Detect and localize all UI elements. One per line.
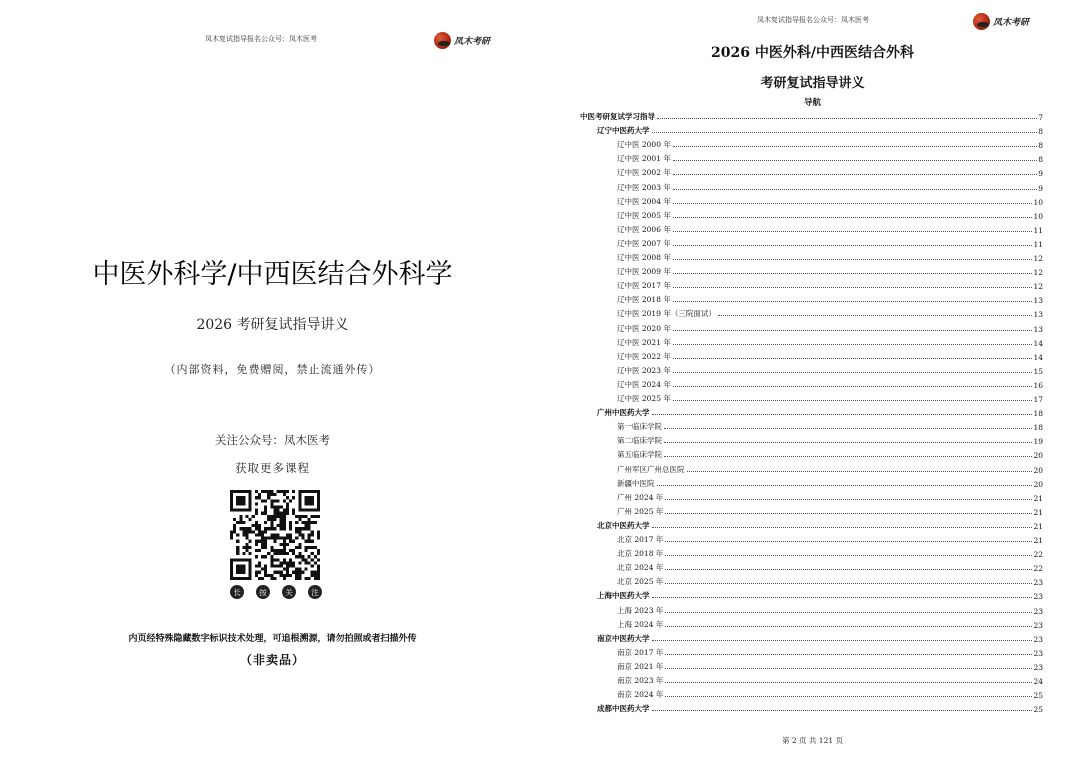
toc-entry-label: 辽中医 2018 年: [617, 295, 671, 305]
toc-leader-dots: [665, 499, 1032, 500]
toc-leader-dots: [673, 386, 1033, 387]
toc-entry-label: 辽宁中医药大学: [597, 126, 650, 136]
toc-leader-dots: [657, 485, 1033, 486]
toc-leader-dots: [665, 654, 1032, 655]
toc-leader-dots: [665, 696, 1032, 697]
toc-entry[interactable]: [617, 221, 1043, 235]
toc-entry[interactable]: [617, 334, 1043, 348]
toc-entry[interactable]: [617, 235, 1043, 249]
toc-entry-label: 广州 2024 年: [617, 492, 664, 502]
phoenix-logo-icon: [434, 32, 451, 49]
toc-entry-page: 23: [1033, 648, 1043, 658]
toc-leader-dots: [673, 217, 1033, 218]
toc-leader-dots: [657, 118, 1037, 119]
toc-leader-dots: [673, 259, 1033, 260]
toc-entry-page: 20: [1033, 465, 1043, 475]
toc-leader-dots: [673, 160, 1037, 161]
toc-entry[interactable]: [617, 573, 1043, 587]
toc-entry[interactable]: [617, 263, 1043, 277]
toc-logo-text: 凤木考研: [993, 18, 1030, 28]
toc-leader-dots: [673, 245, 1033, 246]
toc-entry-page: 25: [1033, 705, 1043, 715]
toc-entry[interactable]: [617, 602, 1043, 616]
toc-entry-label: 第二临床学院: [617, 436, 662, 446]
toc-entry[interactable]: [617, 193, 1043, 207]
toc-entry-label: 第一临床学院: [617, 422, 662, 432]
toc-leader-dots: [673, 174, 1037, 175]
toc-entry-page: 22: [1033, 550, 1043, 560]
qr-caption-char: 按: [256, 585, 270, 599]
toc-leader-dots: [665, 626, 1032, 627]
toc-entry[interactable]: [597, 587, 1043, 601]
toc-leader-dots: [673, 287, 1033, 288]
more-courses-text: 获取更多课程: [235, 461, 310, 475]
toc-entry-page: 8: [1038, 155, 1043, 165]
toc-entry[interactable]: [597, 630, 1043, 644]
toc-entry-page: 23: [1033, 606, 1043, 616]
toc-leader-dots: [665, 555, 1032, 556]
toc-entry[interactable]: [617, 376, 1043, 390]
toc-entry-page: 23: [1033, 620, 1043, 630]
toc-header: 凤木复试指导报名公众号：凤木医考: [757, 16, 869, 24]
toc-entry-label: 辽中医 2005 年: [617, 210, 671, 220]
toc-entry[interactable]: [617, 559, 1043, 573]
toc-entry[interactable]: [617, 150, 1043, 164]
toc-entry[interactable]: [617, 249, 1043, 263]
toc-entry-page: 23: [1033, 592, 1043, 602]
toc-title-line1: 2026 中医外科/中西医结合外科: [711, 45, 914, 61]
toc-entry-label: 辽中医 2019 年（三院面试）: [617, 309, 716, 319]
qr-caption-char: 注: [308, 585, 322, 599]
toc-entry[interactable]: [617, 446, 1043, 460]
copy-disclaimer: 内页经特殊隐藏数字标识技术处理，可追根溯源，请勿拍照或者扫描外传: [128, 634, 417, 644]
toc-entry[interactable]: [617, 672, 1043, 686]
toc-entry[interactable]: [617, 658, 1043, 672]
toc-leader-dots: [673, 400, 1033, 401]
toc-entry[interactable]: [617, 475, 1043, 489]
toc-entry-page: 14: [1033, 352, 1043, 362]
toc-entry-label: 辽中医 2000 年: [617, 140, 671, 150]
toc-leader-dots: [665, 682, 1032, 683]
toc-entry-label: 北京 2025 年: [617, 577, 664, 587]
toc-entry-page: 23: [1033, 578, 1043, 588]
follow-account-text: 关注公众号：凤木医考: [215, 433, 330, 447]
toc-entry[interactable]: [617, 305, 1043, 319]
toc-entry[interactable]: [617, 320, 1043, 334]
toc-entry[interactable]: [617, 348, 1043, 362]
qr-caption-char: 长: [230, 585, 244, 599]
toc-entry-label: 辽中医 2024 年: [617, 379, 671, 389]
toc-entry-page: 10: [1033, 211, 1043, 221]
toc-entry[interactable]: [617, 461, 1043, 475]
toc-entry-label: 上海 2024 年: [617, 619, 664, 629]
cover-logo-text: 凤木考研: [454, 37, 491, 47]
toc-leader-dots: [718, 315, 1033, 316]
nav-heading: 导航: [803, 98, 821, 108]
not-for-sale-label: （非卖品）: [239, 653, 305, 667]
toc-leader-dots: [673, 301, 1033, 302]
toc-leader-dots: [652, 710, 1033, 711]
toc-entry-page: 13: [1033, 310, 1043, 320]
toc-entry-page: 23: [1033, 662, 1043, 672]
toc-entry-page: 16: [1033, 380, 1043, 390]
toc-entry-page: 18: [1033, 409, 1043, 419]
toc-entry-page: 21: [1033, 507, 1043, 517]
toc-leader-dots: [673, 203, 1033, 204]
toc-entry[interactable]: [617, 390, 1043, 404]
qr-caption-char: 关: [282, 585, 296, 599]
toc-entry-label: 北京 2018 年: [617, 549, 664, 559]
toc-entry[interactable]: [617, 362, 1043, 376]
toc-leader-dots: [673, 344, 1033, 345]
toc-entry[interactable]: [617, 644, 1043, 658]
cover-header: 凤木复试指导报名公众号：凤木医考: [205, 35, 317, 43]
toc-entry-page: 18: [1033, 423, 1043, 433]
toc-entry-label: 新疆中医院: [617, 478, 655, 488]
toc-entry-page: 21: [1033, 493, 1043, 503]
toc-title-line2: 考研复试指导讲义: [760, 76, 865, 91]
toc-entry[interactable]: [617, 503, 1043, 517]
toc-entry-page: 11: [1033, 239, 1043, 249]
toc-entry-page: 24: [1033, 677, 1043, 686]
toc-entry[interactable]: [617, 489, 1043, 503]
toc-entry-label: 上海中医药大学: [597, 591, 650, 601]
toc-entry-page: 23: [1033, 634, 1043, 644]
toc-entry-page: 14: [1033, 338, 1043, 348]
toc-entry-label: 辽中医 2022 年: [617, 351, 671, 361]
cover-logo: [434, 32, 490, 49]
toc-entry-page: 20: [1033, 451, 1043, 461]
toc-entry-label: 北京 2024 年: [617, 563, 664, 573]
toc-entry[interactable]: [597, 404, 1043, 418]
qr-code-icon[interactable]: [230, 490, 320, 580]
toc-entry-page: 13: [1033, 324, 1043, 334]
toc-entry-page: 8: [1038, 127, 1043, 137]
toc-entry-label: 辽中医 2017 年: [617, 281, 671, 291]
cover-title: 中医外科学/中西医结合外科学: [92, 259, 453, 290]
toc-entry-label: 南京 2017 年: [617, 647, 664, 657]
toc-leader-dots: [652, 132, 1038, 133]
toc-entry[interactable]: [580, 108, 1043, 122]
toc-leader-dots: [673, 189, 1037, 190]
toc-leader-dots: [673, 273, 1033, 274]
toc-entry-page: 7: [1038, 113, 1043, 122]
toc-entry-label: 辽中医 2023 年: [617, 365, 671, 375]
toc-leader-dots: [665, 612, 1032, 613]
toc-leader-dots: [665, 569, 1032, 570]
toc-entry-page: 13: [1033, 296, 1043, 306]
toc-entry-page: 21: [1033, 521, 1043, 531]
toc-leader-dots: [652, 414, 1033, 415]
toc-entry-label: 辽中医 2006 年: [617, 224, 671, 234]
toc-entry-label: 南京 2023 年: [617, 676, 664, 685]
toc-entry-label: 辽中医 2021 年: [617, 337, 671, 347]
toc-entry-page: 19: [1033, 437, 1043, 447]
toc-entry-page: 12: [1033, 254, 1043, 263]
toc-leader-dots: [664, 456, 1032, 457]
toc-entry-label: 南京 2021 年: [617, 661, 664, 671]
toc-leader-dots: [665, 583, 1032, 584]
toc-entry[interactable]: [617, 179, 1043, 193]
toc-entry[interactable]: [617, 545, 1043, 559]
toc-entry-page: 21: [1033, 536, 1043, 545]
toc-entry-page: 10: [1033, 197, 1043, 207]
toc-leader-dots: [652, 597, 1033, 598]
toc-entry-label: 辽中医 2008 年: [617, 253, 671, 262]
toc-entry-page: 17: [1033, 395, 1043, 404]
toc-logo: [973, 13, 1029, 30]
toc-entry[interactable]: [597, 700, 1043, 714]
toc-entry[interactable]: [617, 616, 1043, 630]
toc-entry-label: 辽中医 2007 年: [617, 238, 671, 248]
toc-entry-label: 辽中医 2009 年: [617, 267, 671, 277]
toc-entry[interactable]: [597, 122, 1043, 136]
toc-leader-dots: [673, 372, 1033, 373]
toc-entry-label: 广州 2025 年: [617, 506, 664, 516]
toc-entry-page: 20: [1033, 479, 1043, 489]
toc-entry[interactable]: [617, 136, 1043, 150]
toc-entry-page: 12: [1033, 282, 1043, 292]
toc-entry-label: 北京中医药大学: [597, 520, 650, 530]
toc-entry[interactable]: [617, 686, 1043, 700]
toc-leader-dots: [673, 146, 1037, 147]
toc-entry[interactable]: [617, 207, 1043, 221]
toc-leader-dots: [673, 231, 1033, 232]
toc-entry-label: 广州中医药大学: [597, 408, 650, 418]
toc-entry-label: 辽中医 2020 年: [617, 323, 671, 333]
cover-subtitle: 2026 考研复试指导讲义: [196, 317, 349, 333]
page-footer: 第 2 页 共 121 页: [781, 736, 843, 745]
toc-entry[interactable]: [617, 432, 1043, 446]
toc-leader-dots: [665, 668, 1032, 669]
toc-entry[interactable]: [617, 531, 1043, 545]
toc-entry-label: 辽中医 2003 年: [617, 182, 671, 192]
toc-entry-label: 广州军区广州总医院: [617, 464, 685, 474]
toc-entry-label: 成都中医药大学: [597, 704, 650, 714]
toc-entry-label: 辽中医 2025 年: [617, 394, 671, 403]
toc-page: [545, 0, 1080, 762]
toc-entry-label: 南京中医药大学: [597, 633, 650, 643]
toc-entry-label: 南京 2024 年: [617, 690, 664, 700]
toc-entry-page: 12: [1033, 268, 1043, 278]
toc-entry[interactable]: [617, 418, 1043, 432]
toc-entry-page: 25: [1033, 691, 1043, 701]
toc-leader-dots: [665, 513, 1032, 514]
phoenix-logo-icon: [973, 13, 990, 30]
toc-entry[interactable]: [617, 291, 1043, 305]
toc-entry-label: 第五临床学院: [617, 450, 662, 460]
toc-leader-dots: [652, 640, 1033, 641]
toc-leader-dots: [673, 358, 1033, 359]
toc-entry-page: 11: [1033, 225, 1043, 235]
toc-leader-dots: [664, 442, 1032, 443]
toc-entry-label: 辽中医 2002 年: [617, 168, 671, 178]
toc-entry[interactable]: [617, 164, 1043, 178]
cover-notice: （内部资料，免费赠阅，禁止流通外传）: [164, 363, 381, 376]
toc-entry-page: 22: [1033, 564, 1043, 574]
toc-leader-dots: [673, 330, 1033, 331]
toc-entry-page: 8: [1038, 141, 1043, 151]
toc-entry-page: 9: [1038, 169, 1043, 179]
toc-entry-label: 中医考研复试学习指导: [580, 112, 655, 121]
toc-entry[interactable]: [617, 277, 1043, 291]
toc-entry-page: 9: [1038, 183, 1043, 193]
qr-caption: [230, 585, 322, 599]
toc-entry[interactable]: [597, 517, 1043, 531]
toc-leader-dots: [687, 471, 1033, 472]
toc-leader-dots: [665, 541, 1032, 542]
toc-entry-label: 辽中医 2004 年: [617, 196, 671, 206]
toc-entry-page: 15: [1033, 366, 1043, 376]
toc-leader-dots: [652, 527, 1033, 528]
toc-entry-label: 上海 2023 年: [617, 605, 664, 615]
toc-leader-dots: [664, 428, 1032, 429]
toc-entry-label: 北京 2017 年: [617, 535, 664, 544]
toc-entry-label: 辽中医 2001 年: [617, 154, 671, 164]
